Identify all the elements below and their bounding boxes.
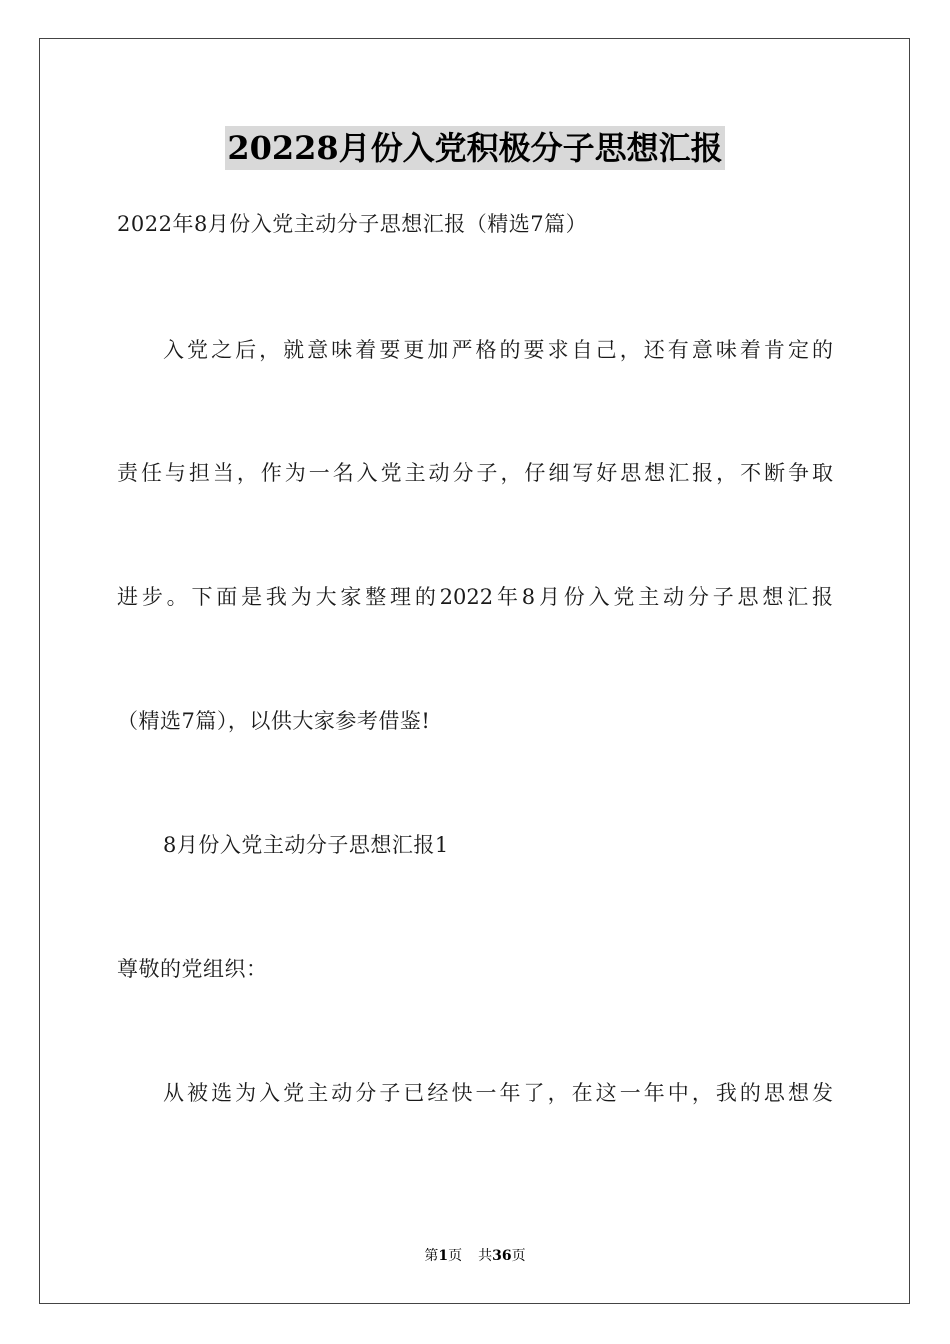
page-number: 1 [438, 1248, 449, 1264]
paragraph-line-1: 入党之后，就意味着要更加严格的要求自己，还有意味着肯定的 [163, 338, 833, 362]
page-prefix: 第 [424, 1248, 439, 1264]
title-container [0, 126, 950, 170]
paragraph-line-3: 进步。下面是我为大家整理的2022年8月份入党主动分子思想汇报 [117, 585, 833, 609]
document-title: 20228月份入党积极分子思想汇报 [225, 126, 724, 170]
subtitle-line: 2022年8月份入党主动分子思想汇报（精选7篇） [117, 212, 588, 236]
total-prefix: 共 [478, 1248, 493, 1264]
total-suffix: 页 [511, 1248, 526, 1264]
page-footer [0, 1246, 950, 1266]
body-line: 从被选为入党主动分子已经快一年了，在这一年中，我的思想发 [163, 1081, 833, 1105]
paragraph-line-2: 责任与担当，作为一名入党主动分子，仔细写好思想汇报，不断争取 [117, 461, 833, 485]
salutation: 尊敬的党组织： [117, 957, 268, 981]
section-heading: 8月份入党主动分子思想汇报1 [163, 833, 449, 857]
page-suffix: 页 [448, 1248, 463, 1264]
paragraph-line-4: （精选7篇），以供大家参考借鉴! [117, 709, 431, 733]
total-pages: 36 [492, 1248, 512, 1264]
